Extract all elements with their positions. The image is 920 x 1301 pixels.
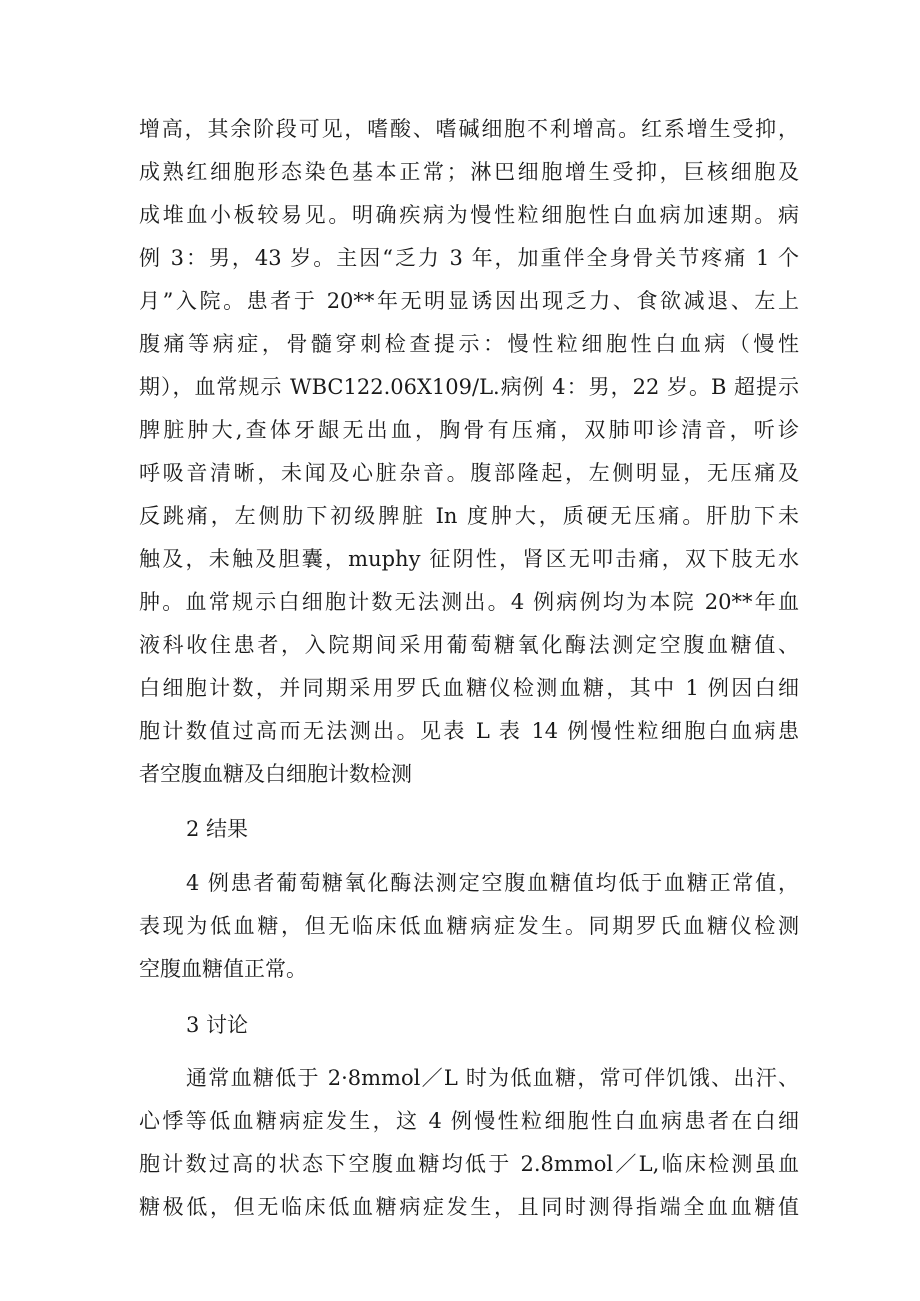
- paragraph-line: 白细胞计数，并同期采用罗氏血糖仪检测血糖，其中 1 例因白细: [139, 676, 799, 700]
- paragraph-line: 胞计数值过高而无法测出。见表 L 表 14 例慢性粒细胞白血病患: [139, 719, 799, 743]
- paragraph-line: 增高，其余阶段可见，嗜酸、嗜碱细胞不利增高。红系增生受抑，: [139, 117, 799, 141]
- paragraph-line: 4 例患者葡萄糖氧化酶法测定空腹血糖值均低于血糖正常值，: [186, 871, 799, 895]
- paragraph-line: 脾脏肿大,查体牙龈无出血，胸骨有压痛，双肺叩诊清音，听诊: [139, 418, 799, 442]
- section-heading-discussion: 3 讨论: [186, 1013, 249, 1037]
- paragraph-line: 空腹血糖值正常。: [139, 957, 307, 981]
- paragraph-line: 腹痛等病症，骨髓穿刺检查提示：慢性粒细胞性白血病（慢性: [139, 332, 799, 356]
- paragraph-line: 胞计数过高的状态下空腹血糖均低于 2.8mmol／L,临床检测虽血: [139, 1152, 799, 1176]
- paragraph-line: 成熟红细胞形态染色基本正常；淋巴细胞增生受抑，巨核细胞及: [139, 160, 799, 184]
- paragraph-line: 反跳痛，左侧肋下初级脾脏 In 度肿大，质硬无压痛。肝肋下未: [139, 504, 799, 528]
- paragraph-line: 液科收住患者，入院期间采用葡萄糖氧化酶法测定空腹血糖值、: [139, 633, 799, 657]
- paragraph-line: 月”入院。患者于 20**年无明显诱因出现乏力、食欲减退、左上: [139, 289, 799, 313]
- section-heading-results: 2 结果: [186, 817, 249, 841]
- paragraph-line: 期），血常规示 WBC122.06X109/L.病例 4：男，22 岁。B 超提示: [139, 375, 799, 399]
- paragraph-line: 表现为低血糖，但无临床低血糖病症发生。同期罗氏血糖仪检测: [139, 914, 799, 938]
- paragraph-line: 例 3：男，43 岁。主因“乏力 3 年，加重伴全身骨关节疼痛 1 个: [139, 246, 799, 270]
- paragraph-line: 呼吸音清晰，未闻及心脏杂音。腹部隆起，左侧明显，无压痛及: [139, 461, 799, 485]
- paragraph-line: 心悸等低血糖病症发生，这 4 例慢性粒细胞性白血病患者在白细: [139, 1109, 799, 1133]
- paragraph-line: 通常血糖低于 2·8mmol／L 时为低血糖，常可伴饥饿、出汗、: [186, 1066, 799, 1090]
- paragraph-line: 者空腹血糖及白细胞计数检测: [139, 762, 412, 786]
- paragraph-line: 成堆血小板较易见。明确疾病为慢性粒细胞性白血病加速期。病: [139, 203, 799, 227]
- paragraph-line: 糖极低，但无临床低血糖病症发生，且同时测得指端全血血糖值: [139, 1195, 799, 1219]
- paragraph-line: 触及，未触及胆囊，muphy 征阴性，肾区无叩击痛，双下肢无水: [139, 547, 799, 571]
- paragraph-line: 肿。血常规示白细胞计数无法测出。4 例病例均为本院 20**年血: [139, 590, 799, 614]
